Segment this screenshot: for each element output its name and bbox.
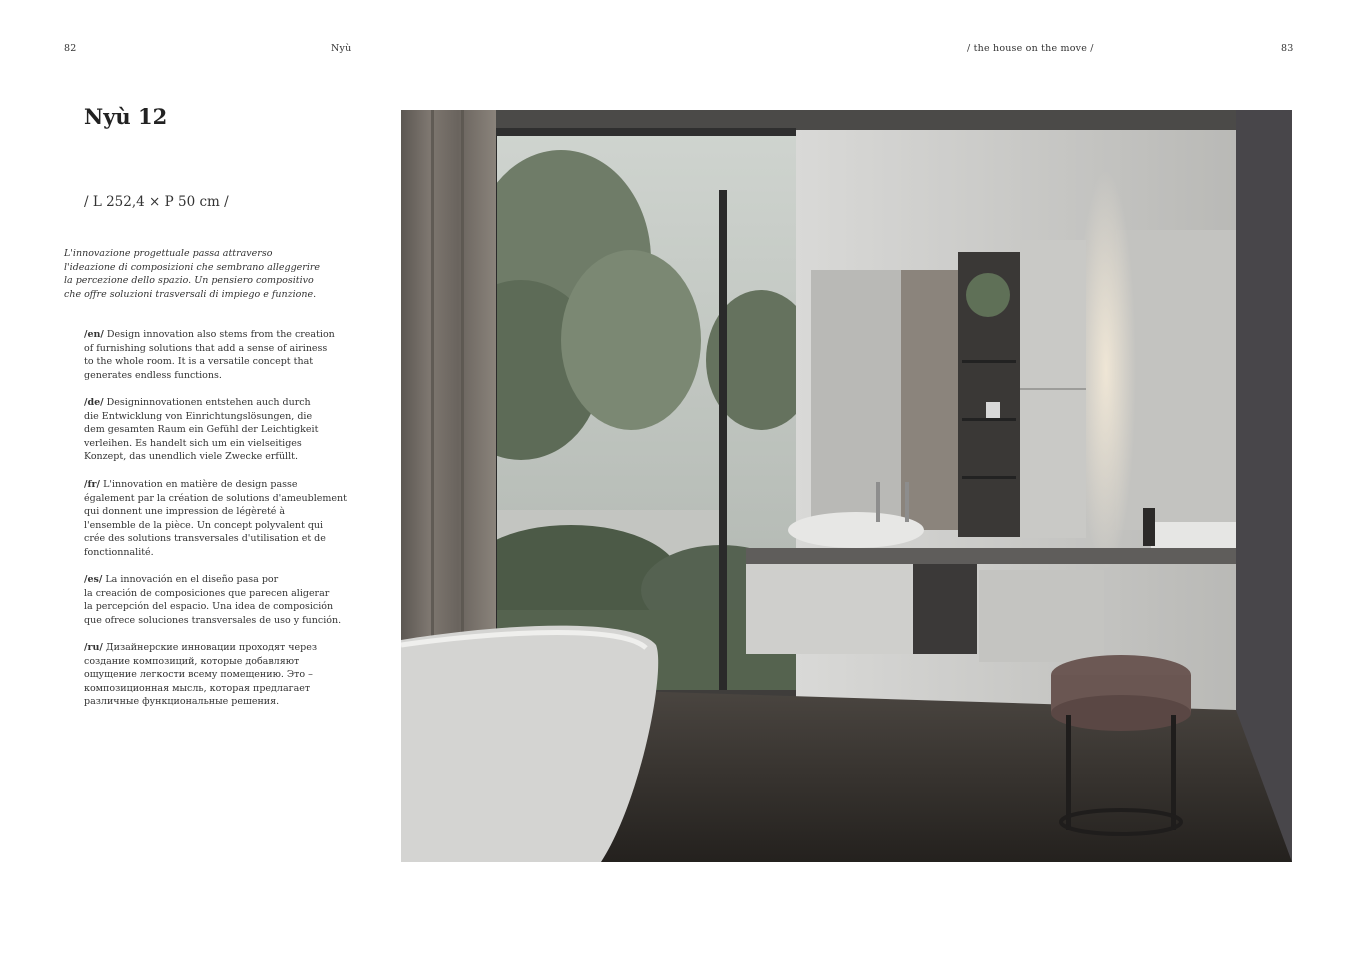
text-line: die Entwicklung von Einrichtungslösungen, die [84, 410, 313, 422]
intro-line: che offre soluzioni trasversali di impiego e funzione. [64, 288, 317, 300]
section-title-left: Nyù [331, 43, 352, 54]
text-line: создание композиций, которые добавляют [84, 655, 300, 667]
text-line: Дизайнерские инновации проходят через [105, 642, 318, 653]
text-line: dem gesamten Raum ein Gefühl der Leichtigkeit [84, 424, 319, 436]
text-line: la creación de composiciones que parecen aligerar [84, 587, 330, 599]
text-block-fr [84, 478, 347, 560]
text-line: ощущение легкости всему помещению. Это – [84, 669, 313, 681]
text-block-en [84, 328, 334, 382]
page-number-right: 83 [1281, 43, 1294, 54]
text-line: que ofrece soluciones transversales de uso y función. [84, 614, 342, 626]
text-line: L'innovation en matière de design passe [103, 479, 298, 490]
language-tag: /de/ [84, 397, 104, 408]
text-line: également par la création de solutions d'ameublement [84, 492, 347, 504]
text-line: qui donnent une impression de légèreté à [84, 506, 286, 518]
text-line: l'ensemble de la pièce. Un concept polyvalent qui [84, 519, 324, 531]
product-dimensions: / L 252,4 × P 50 cm / [84, 194, 229, 210]
intro-line: L'innovazione progettuale passa attraverso [64, 248, 273, 259]
language-tag: /fr/ [84, 479, 101, 490]
text-line: Konzept, das unendlich viele Zwecke erfüllt. [84, 451, 298, 463]
section-title-right: / the house on the move / [967, 43, 1094, 54]
text-line: of furnishing solutions that add a sense of airiness [84, 342, 328, 354]
text-line: fonctionnalité. [84, 546, 154, 558]
text-line: to the whole room. It is a versatile concept that [84, 356, 314, 368]
text-block-ru [84, 641, 334, 709]
language-tag: /en/ [84, 329, 104, 340]
text-line: La innovación en el diseño pasa por [105, 574, 279, 585]
text-line: la percepción del espacio. Una idea de composición [84, 601, 334, 613]
text-line: verleihen. Es handelt sich um ein vielseitiges [84, 437, 302, 449]
page-number-left: 82 [64, 43, 77, 54]
text-line: композиционная мысль, которая предлагает [84, 682, 311, 694]
text-line: Designinnovationen entstehen auch durch [106, 397, 311, 408]
bathroom-photo [401, 110, 1292, 862]
intro-line: l'ideazione di composizioni che sembrano alleggerire [64, 261, 321, 273]
intro-italian [64, 247, 324, 301]
text-block-de [84, 396, 334, 464]
open-shelf [958, 240, 1086, 538]
product-title: Nyù 12 [84, 104, 168, 129]
text-line: различные функциональные решения. [84, 696, 280, 708]
text-line: Design innovation also stems from the creation [106, 329, 335, 340]
text-line: crée des solutions transversales d'utilisation et de [84, 533, 326, 545]
intro-line: la percezione dello spazio. Un pensiero compositivo [64, 275, 314, 287]
text-block-es [84, 573, 342, 627]
text-line: generates endless functions. [84, 369, 222, 381]
language-tag: /es/ [84, 574, 103, 585]
language-tag: /ru/ [84, 642, 103, 653]
